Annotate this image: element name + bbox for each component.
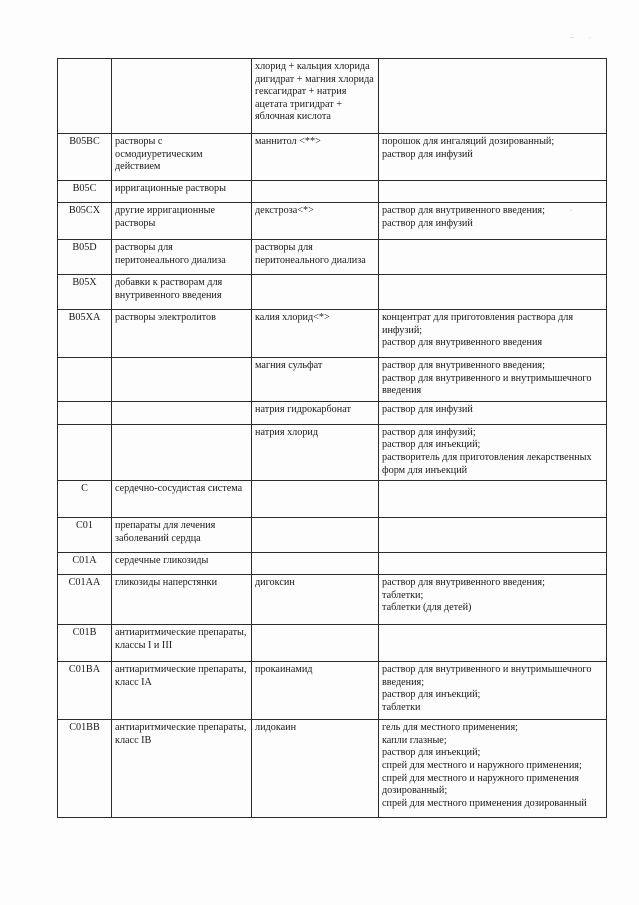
substance-name-cell — [252, 481, 379, 518]
substance-name-cell: дигоксин — [252, 575, 379, 625]
atc-code-cell — [58, 424, 112, 480]
table-row — [58, 553, 607, 575]
substance-name-cell — [252, 275, 379, 310]
anatomical-group-cell: препараты для лечения заболеваний сердца — [112, 518, 252, 553]
atc-code-cell: C01BA — [58, 662, 112, 720]
substance-name-cell: хлорид + кальция хлорида дигидрат + магния хлорида гексагидрат + натрия ацетата тригидрат + яблочная кислота — [252, 59, 379, 134]
dosage-forms-cell: концентрат для приготовления раствора для инфузий; раствор для внутривенного введения — [379, 310, 607, 358]
atc-code-cell — [58, 59, 112, 134]
dosage-forms-cell — [379, 181, 607, 203]
anatomical-group-cell: растворы для перитонеального диализа — [112, 240, 252, 275]
atc-code-cell: C01BB — [58, 720, 112, 818]
dosage-forms-cell — [379, 59, 607, 134]
atc-code-cell — [58, 401, 112, 424]
substance-name-cell: натрия гидрокарбонат — [252, 401, 379, 424]
table-row — [58, 310, 607, 358]
table-row — [58, 240, 607, 275]
dosage-forms-cell — [379, 518, 607, 553]
table-row — [58, 424, 607, 480]
anatomical-group-cell — [112, 358, 252, 402]
dosage-forms-cell: раствор для инфузий; раствор для инъекций; растворитель для приготовления лекарственных форм для инъекций — [379, 424, 607, 480]
atc-code-cell: C01 — [58, 518, 112, 553]
table-row — [58, 518, 607, 553]
table-row — [58, 575, 607, 625]
atc-code-cell: B05BC — [58, 134, 112, 181]
substance-name-cell: лидокаин — [252, 720, 379, 818]
table-row — [58, 275, 607, 310]
anatomical-group-cell: гликозиды наперстянки — [112, 575, 252, 625]
atc-code-cell: C01B — [58, 625, 112, 662]
table-row — [58, 481, 607, 518]
table-row — [58, 59, 607, 134]
dosage-forms-cell — [379, 275, 607, 310]
medication-table — [57, 58, 607, 818]
table-row — [58, 134, 607, 181]
dosage-forms-cell: раствор для внутривенного введения; раствор для внутривенного и внутримышечного введения — [379, 358, 607, 402]
atc-code-cell: C01A — [58, 553, 112, 575]
dosage-forms-cell: раствор для инфузий — [379, 401, 607, 424]
atc-code-cell: B05D — [58, 240, 112, 275]
substance-name-cell: маннитол <**> — [252, 134, 379, 181]
table-row — [58, 720, 607, 818]
dosage-forms-cell: раствор для внутривенного введения; таблетки; таблетки (для детей) — [379, 575, 607, 625]
dosage-forms-cell — [379, 240, 607, 275]
anatomical-group-cell: антиаритмические препараты, класс IB — [112, 720, 252, 818]
table-row — [58, 401, 607, 424]
substance-name-cell — [252, 625, 379, 662]
anatomical-group-cell: антиаритмические препараты, класс IA — [112, 662, 252, 720]
substance-name-cell — [252, 553, 379, 575]
dosage-forms-cell: порошок для ингаляций дозированный; раствор для инфузий — [379, 134, 607, 181]
atc-code-cell — [58, 358, 112, 402]
anatomical-group-cell: сердечные гликозиды — [112, 553, 252, 575]
substance-name-cell: декстроза<*> — [252, 203, 379, 240]
anatomical-group-cell: растворы электролитов — [112, 310, 252, 358]
anatomical-group-cell: антиаритмические препараты, классы I и III — [112, 625, 252, 662]
anatomical-group-cell: сердечно-сосудистая система — [112, 481, 252, 518]
atc-code-cell: B05C — [58, 181, 112, 203]
substance-name-cell: калия хлорид<*> — [252, 310, 379, 358]
anatomical-group-cell — [112, 59, 252, 134]
atc-code-cell: B05CX — [58, 203, 112, 240]
dosage-forms-cell — [379, 553, 607, 575]
table-row — [58, 181, 607, 203]
substance-name-cell: магния сульфат — [252, 358, 379, 402]
scan-artifact: ˙ — [588, 37, 592, 45]
dosage-forms-cell: гель для местного применения; капли глазные; раствор для инъекций; спрей для местного и наружного применения; спрей для местного и наружного применения дозированный; спрей для местного применения дозированный — [379, 720, 607, 818]
table-row — [58, 662, 607, 720]
dosage-forms-cell — [379, 481, 607, 518]
dosage-forms-cell: раствор для внутривенного и внутримышечного введения; раствор для инъекций; таблетки — [379, 662, 607, 720]
substance-name-cell: растворы для перитонеального диализа — [252, 240, 379, 275]
anatomical-group-cell — [112, 424, 252, 480]
atc-code-cell: B05X — [58, 275, 112, 310]
atc-code-cell: C01AA — [58, 575, 112, 625]
substance-name-cell — [252, 181, 379, 203]
table-row — [58, 625, 607, 662]
anatomical-group-cell — [112, 401, 252, 424]
dosage-forms-cell: раствор для внутривенного введения; раствор для инфузий — [379, 203, 607, 240]
table-row — [58, 203, 607, 240]
substance-name-cell: прокаинамид — [252, 662, 379, 720]
scan-artifact: , — [570, 204, 573, 212]
anatomical-group-cell: добавки к растворам для внутривенного введения — [112, 275, 252, 310]
dosage-forms-cell — [379, 625, 607, 662]
table-body — [58, 59, 607, 818]
anatomical-group-cell: другие ирригационные растворы — [112, 203, 252, 240]
scan-artifact: – — [570, 33, 574, 41]
atc-code-cell: B05XA — [58, 310, 112, 358]
anatomical-group-cell: растворы с осмодиуретическим действием — [112, 134, 252, 181]
substance-name-cell — [252, 518, 379, 553]
table-row — [58, 358, 607, 402]
substance-name-cell: натрия хлорид — [252, 424, 379, 480]
anatomical-group-cell: ирригационные растворы — [112, 181, 252, 203]
atc-code-cell: C — [58, 481, 112, 518]
